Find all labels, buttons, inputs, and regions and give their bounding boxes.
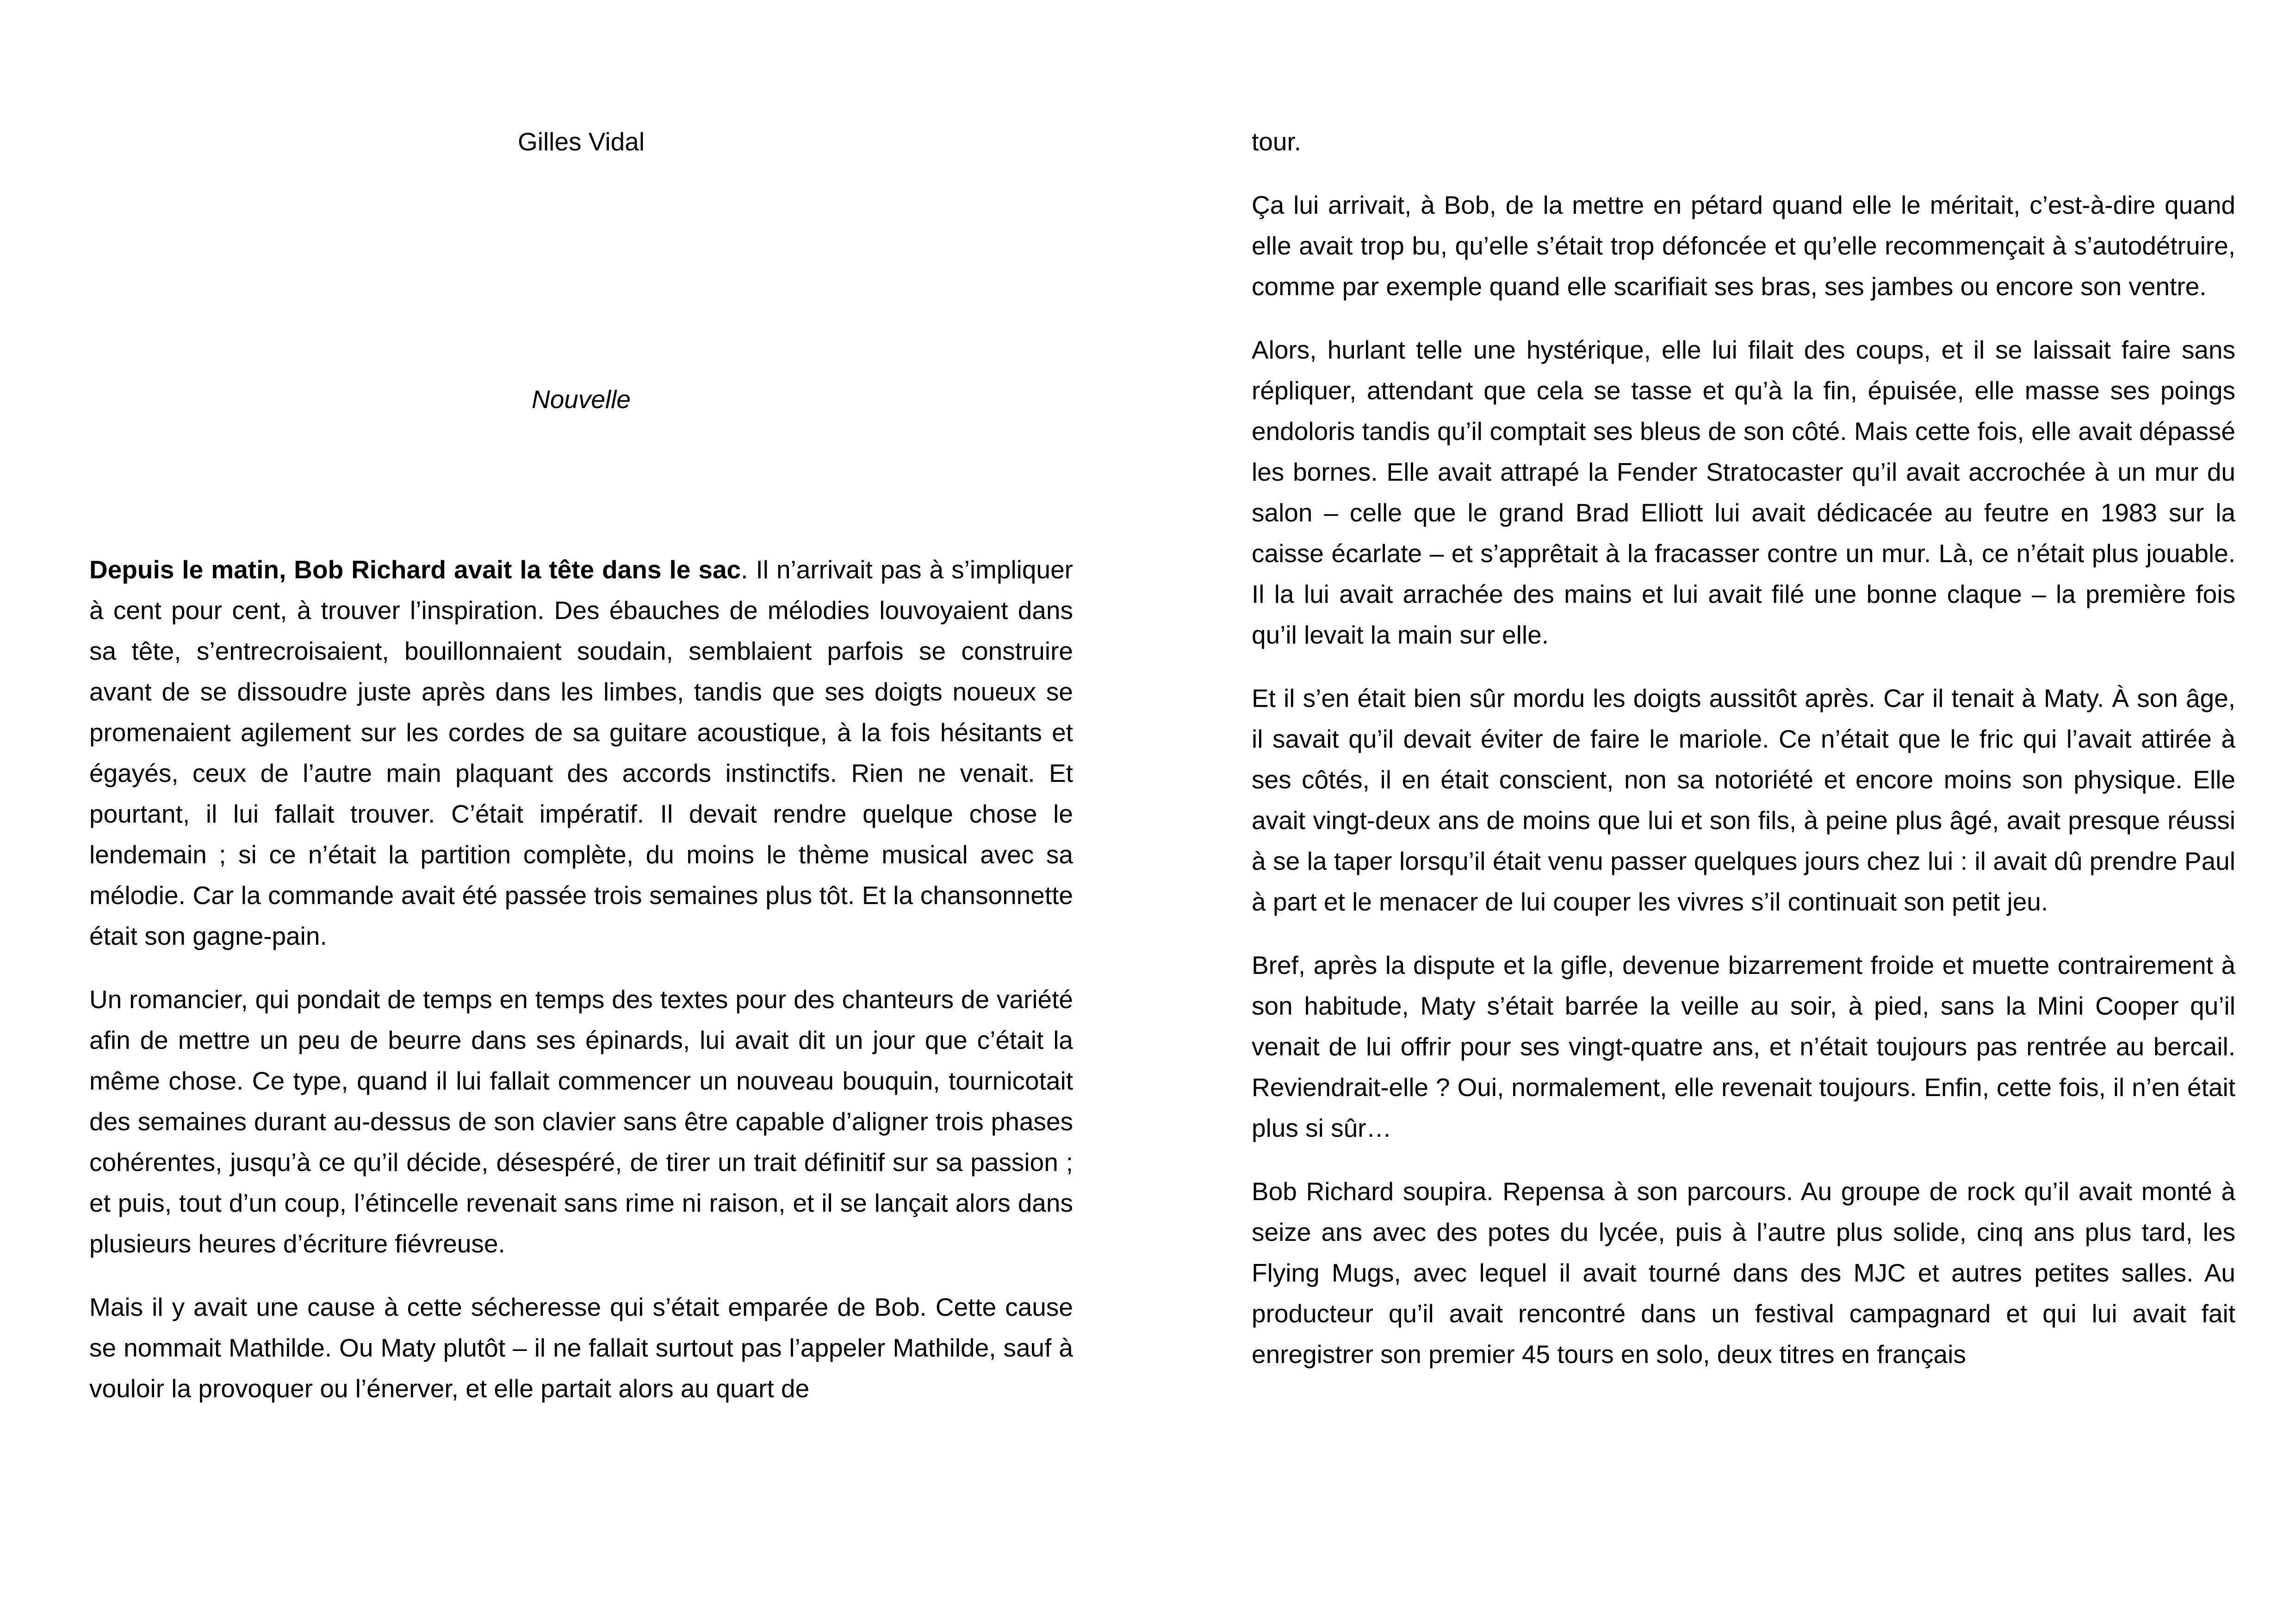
author-name: Gilles Vidal: [517, 127, 645, 156]
left-column: [89, 121, 1073, 1431]
paragraph: Mais il y avait une cause à cette sécheresse qui s’était emparée de Bob. Cette cause se nommait Mathilde. Ou Maty plutôt – il ne fallait surtout pas l’appeler Mathilde, sauf à vouloir la provoquer ou l’énerver, et elle partait alors au quart de: [89, 1293, 1073, 1403]
paragraph: [89, 549, 1073, 956]
paragraph: Et il s’en était bien sûr mordu les doigts aussitôt après. Car il tenait à Maty. À son âge, il savait qu’il devait éviter de faire le mariole. Ce n’était que le fric qui l’avait attirée à ses côtés, il en était conscient, non sa notoriété et encore moins son physique. Elle avait vingt-deux ans de moins que lui et son fils, à peine plus âgé, avait presque réussi à se la taper lorsqu’il était venu passer quelques jours chez lui : il avait dû prendre Paul à part et le menacer de lui couper les vivres s’il continuait son petit jeu.: [1252, 684, 2235, 916]
genre-label: Nouvelle: [531, 385, 631, 414]
paragraph: Bob Richard soupira. Repensa à son parcours. Au groupe de rock qu’il avait monté à seize ans avec des potes du lycée, puis à l’autre plus solide, cinq ans plus tard, les Flying Mugs, avec lequel il avait tourné dans des MJC et autres petites salles. Au producteur qu’il avait rencontré dans un festival campagnard et qui lui avait fait enregistrer son premier 45 tours en solo, deux titres en français: [1252, 1177, 2235, 1369]
paragraph: Bref, après la dispute et la gifle, devenue bizarrement froide et muette contrairement à son habitude, Maty s’était barrée la veille au soir, à pied, sans la Mini Cooper qu’il venait de lui offrir pour ses vingt-quatre ans, et n’était toujours pas rentrée au bercail. Reviendrait-elle ? Oui, normalement, elle revenait toujours. Enfin, cette fois, il n’en était plus si sûr…: [1252, 951, 2235, 1142]
paragraph: Un romancier, qui pondait de temps en temps des textes pour des chanteurs de variété afin de mettre un peu de beurre dans ses épinards, lui avait dit un jour que c’était la même chose. Ce type, quand il lui fallait commencer un nouveau bouquin, tournicotait des semaines durant au-dessus de son clavier sans être capable d’aligner trois phases cohérentes, jusqu’à ce qu’il décide, désespéré, de tirer un trait définitif sur sa passion ; et puis, tout d’un coup, l’étincelle revenait sans rime ni raison, et il se lançait alors dans plusieurs heures d’écriture fiévreuse.: [89, 985, 1073, 1258]
paragraph: tour.: [1252, 127, 1302, 156]
paragraph: Ça lui arrivait, à Bob, de la mettre en pétard quand elle le méritait, c’est-à-dire quand elle avait trop bu, qu’elle s’était trop défoncée et qu’elle recommençait à s’autodétruire, comme par exemple quand elle scarifiait ses bras, ses jambes ou encore son ventre.: [1252, 191, 2235, 301]
paragraph-lead: Depuis le matin, Bob Richard avait la tête dans le sac: [89, 555, 741, 584]
right-column: [1252, 121, 2235, 1397]
paragraph-text: . Il n’arrivait pas à s’impliquer à cent pour cent, à trouver l’inspiration. Des ébauches de mélodies louvoyaient dans sa tête, s’entrecroisaient, bouillonnaient soudain, semblaient parfois se construire avant de se dissoudre juste après dans les limbes, tandis que ses doigts noueux se promenaient agilement sur les cordes de sa guitare acoustique, à la fois hésitants et égayés, ceux de l’autre main plaquant des accords instinctifs. Rien ne venait. Et pourtant, il lui fallait trouver. C’était impératif. Il devait rendre quelque chose le lendemain ; si ce n’était la partition complète, du moins le thème musical avec sa mélodie. Car la commande avait été passée trois semaines plus tôt. Et la chansonnette était son gagne-pain.: [89, 555, 1073, 950]
paragraph: Alors, hurlant telle une hystérique, elle lui filait des coups, et il se laissait faire sans répliquer, attendant que cela se tasse et qu’à la fin, épuisée, elle masse ses poings endoloris tandis qu’il comptait ses bleus de son côté. Mais cette fois, elle avait dépassé les bornes. Elle avait attrapé la Fender Stratocaster qu’il avait accrochée à un mur du salon – celle que le grand Brad Elliott lui avait dédicacée au feutre en 1983 sur la caisse écarlate – et s’apprêtait à la fracasser contre un mur. Là, ce n’était plus jouable. Il la lui avait arrachée des mains et lui avait filé une bonne claque – la première fois qu’il levait la main sur elle.: [1252, 335, 2235, 649]
